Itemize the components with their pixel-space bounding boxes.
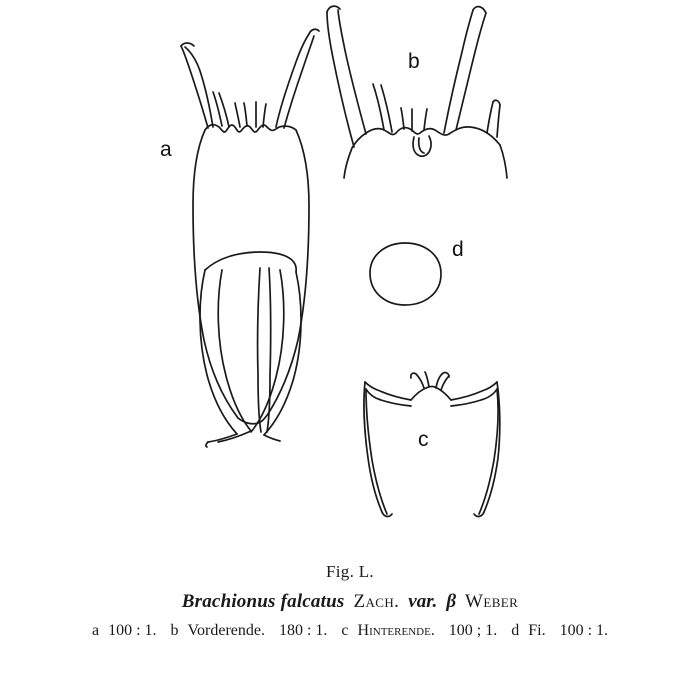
species-line [0, 591, 700, 613]
drawing-d-egg [370, 243, 441, 305]
variety-word: var. [408, 591, 438, 612]
variety-author: Weber [465, 591, 519, 612]
scale-d-value: 100 : 1. [559, 622, 609, 639]
scale-b-value: 180 : 1. [278, 622, 328, 639]
scale-a-value: 100 : 1. [108, 622, 157, 639]
drawing-c-posterior-end [364, 372, 500, 516]
figure-label-c: c [418, 428, 429, 451]
scale-line [0, 622, 700, 640]
figure-caption [0, 562, 700, 640]
scale-b-label: b [170, 622, 179, 639]
scale-b-part: Vorderende. [187, 622, 265, 639]
scale-c-value: 100 ; 1. [448, 622, 498, 639]
figure-label-b: b [408, 50, 421, 73]
scale-c-part: Hinterende. [357, 622, 435, 639]
drawing-a-whole-animal [181, 29, 319, 447]
scale-c-label: c [341, 622, 349, 639]
figure-label-a: a [160, 138, 173, 161]
scale-d-part: Fi. [528, 622, 546, 639]
species-authority: Zach. [353, 591, 400, 612]
scale-a-label: a [91, 622, 100, 639]
drawing-b-anterior-end [327, 6, 507, 178]
figure-number: Fig. L. [326, 562, 374, 581]
figure-label-d: d [452, 238, 465, 261]
species-name: Brachionus falcatus [181, 591, 345, 612]
variety-letter: β [446, 591, 457, 612]
scale-d-label: d [511, 622, 520, 639]
